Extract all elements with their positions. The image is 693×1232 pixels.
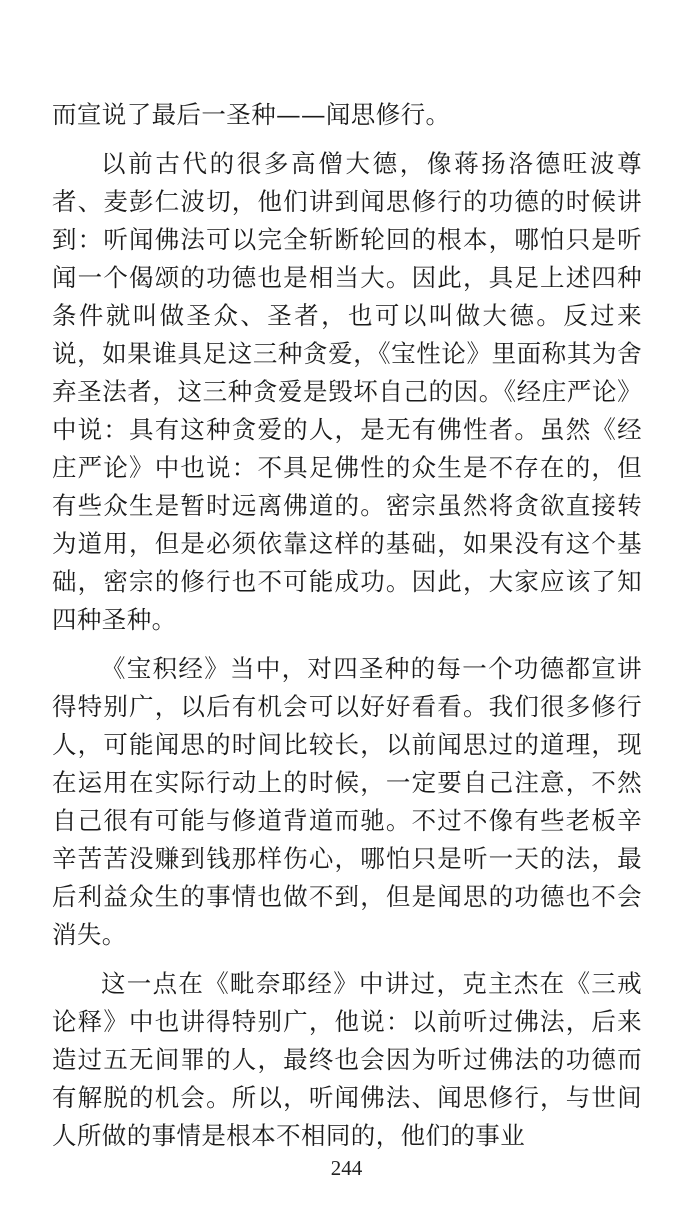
paragraph-ratnakuta-sutra: 《宝积经》当中，对四圣种的每一个功德都宣讲得特别广，以后有机会可以好好看看。我们很多修行人，可能闻思的时间比较长，以前闻思过的道理，现在运用在实际行动上的时候，一定要自己注意，不然自己很有可能与修道背道而驰。不过不像有些老板辛辛苦苦没赚到钱那样伤心，哪怕只是听一天的法，最后利益众生的事情也做不到，但是闻思的功德也不会消失。 — [52, 654, 642, 949]
page-body — [52, 96, 642, 1155]
paragraph-merit-of-study: 以前古代的很多高僧大德，像蒋扬洛德旺波尊者、麦彭仁波切，他们讲到闻思修行的功德的时候讲到：听闻佛法可以完全斩断轮回的根本，哪怕只是听闻一个偈颂的功德也是相当大。因此，具足上述四种条件就叫做圣众、圣者，也可以叫做大德。反过来说，如果谁具足这三种贪爱，《宝性论》里面称其为舍弃圣法者，这三种贪爱是毁坏自己的因。《经庄严论》中说：具有这种贪爱的人，是无有佛性者。虽然《经庄严论》中也说：不具足佛性的众生是不存在的，但有些众生是暂时远离佛道的。密宗虽然将贪欲直接转为道用，但是必须依靠这样的基础，如果没有这个基础，密宗的修行也不可能成功。因此，大家应该了知四种圣种。 — [52, 149, 642, 634]
paragraph-continuation: 而宣说了最后一圣种——闻思修行。 — [52, 100, 451, 129]
paragraph-vinaya-sutra: 这一点在《毗奈耶经》中讲过，克主杰在《三戒论释》中也讲得特别广，他说：以前听过佛法，后来造过五无间罪的人，最终也会因为听过佛法的功德而有解脱的机会。所以，听闻佛法、闻思修行，与世间人所做的事情是根本不相同的，他们的事业 — [52, 969, 642, 1150]
page-number: 244 — [330, 1156, 363, 1180]
